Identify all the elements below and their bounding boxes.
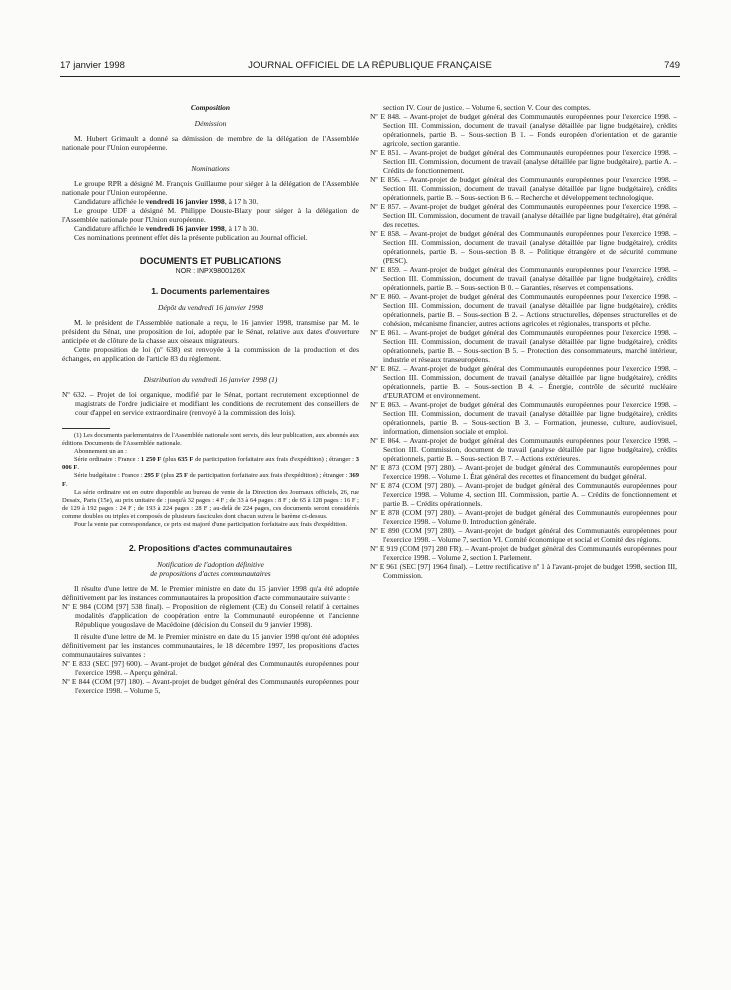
footnote-serie-ordinaire: Série ordinaire : France : 1 250 F (plus 635 F de participation forfaitaire aux frais d'expédition) ; étranger : 3 006 F. — [62, 456, 359, 472]
notification-heading-1: Notification de l'adoption définitive — [157, 560, 264, 570]
demission-text: M. Hubert Grimault a donné sa démission de membre de la délégation de l'Assemblée nationale pour l'Union européenne. — [62, 134, 359, 152]
acte-e878: Nº E 878 (COM [97] 280). – Avant-projet de budget général des Communautés européennes pour l'exercice 1998. – Volume 0. Introduction générale. — [370, 508, 677, 526]
nomination-udf: Le groupe UDF a désigné M. Philippe Douste-Blazy pour siéger à la délégation de l'Assemblée nationale pour l'Union européenne. — [62, 206, 359, 224]
actes-letter-2: Il résulte d'une lettre de M. le Premier ministre en date du 15 janvier 1998 qu'ont été adoptées définitivement par les instances communautaires, le 18 décembre 1997, les propositions d'actes communautaires suivantes : — [62, 632, 359, 660]
nominations-effect: Ces nominations prennent effet dès la présente publication au Journal officiel. — [74, 233, 308, 242]
acte-e864: Nº E 864. – Avant-projet de budget général des Communautés européennes pour l'exercice 1998. – Section III. Commission, document de travail (analyse détaillée par ligne budgétaire), crédits opérationnels, partie B. – Sous-section B 7. – Actions extérieures. — [370, 436, 677, 463]
acte-e861: Nº E 861. – Avant-projet de budget général des Communautés européennes pour l'exercice 1998. – Section III. Commission, document de travail (analyse détaillée par ligne budgétaire), crédits opérationnels, partie B. – Sous-section B 5. – Protection des consommateurs, marché intérieur, industrie et réseaux transeuropéens. — [370, 328, 677, 364]
header-rule — [60, 76, 680, 77]
demission-heading: Démission — [194, 119, 227, 128]
header-title: JOURNAL OFFICIEL DE LA RÉPUBLIQUE FRANÇAISE — [248, 60, 492, 71]
acte-e919: Nº E 919 (COM [97] 280 FR). – Avant-projet de budget général des Communautés européennes pour l'exercice 1998. – Volume 2, section I. Parlement. — [370, 544, 677, 562]
proposition-loi-text: M. le président de l'Assemblée nationale a reçu, le 16 janvier 1998, transmise par M. le président du Sénat, une proposition de loi, adoptée par le Sénat, relative aux dates d'ouverture anticipée et de clôture de la chasse aux oiseaux migrateurs. — [62, 318, 359, 345]
candidature-udf: Candidature affichée le vendredi 16 janvier 1998, à 17 h 30. — [74, 224, 259, 233]
acte-e862: Nº E 862. – Avant-projet de budget général des Communautés européennes pour l'exercice 1998. – Section III. Commission, document de travail (analyse détaillée par ligne budgétaire), crédits opérationnels, partie B. – Sous-section B 4. – Énergie, contrôle de sécurité nucléaire d'EURATOM et environnement. — [370, 364, 677, 400]
candidature-rpr: Candidature affichée le vendredi 16 janvier 1998, à 17 h 30. — [74, 197, 259, 206]
footnote-1: (1) Les documents parlementaires de l'Assemblée nationale sont servis, dès leur publication, aux abonnés aux éditions Documents de l'Assemblée nationale. — [62, 432, 359, 448]
acte-e833: Nº E 833 (SEC [97] 600). – Avant-projet de budget général des Communautés européennes pour l'exercice 1998. – Aperçu général. — [62, 659, 359, 678]
page-header — [60, 60, 680, 74]
footnote-correspondance: Pour la vente par correspondance, ce prix est majoré d'une participation forfaitaire aux frais d'expédition. — [74, 521, 348, 529]
section1-heading: 1. Documents parlementaires — [151, 286, 270, 296]
depot-date: Dépôt du vendredi 16 janvier 1998 — [158, 303, 263, 312]
header-date: 17 janvier 1998 — [60, 60, 125, 71]
acte-e858: Nº E 858. – Avant-projet de budget général des Communautés européennes pour l'exercice 1998. – Section III. Commission, document de travail (analyse détaillée par ligne budgétaire), crédits opérationnels, partie B. – Sous-section B 8. – Politique étrangère et de sécurité commune (PESC). — [370, 229, 677, 265]
acte-e857: Nº E 857. – Avant-projet de budget général des Communautés européennes pour l'exercice 1998. – Section III. Commission, document de travail (analyse détaillée par ligne budgétaire), état général des recettes. — [370, 202, 677, 229]
acte-e873: Nº E 873 (COM [97] 280). – Avant-projet de budget général des Communautés européennes pour l'exercice 1998. – Volume 1. État général des recettes et financement du budget général. — [370, 463, 677, 481]
footnote-prix: La série ordinaire est en outre disponible au bureau de vente de la Direction des Journaux officiels, 26, rue Desaix, Paris (15e), au prix unitaire de : jusqu'à 32 pages : 4 F ; de 33 à 64 pages : 8 F ; de 65 à 128 pages : 16 F ; de 129 à 192 pages : 24 F ; de 193 à 224 pages : 28 F ; au-delà de 224 pages, ces documents seront considérés comme doubles ou triples et composés de plusieurs fascicules dont chacun suivra le barème ci-dessus. — [62, 488, 359, 520]
acte-continuation: section IV. Cour de justice. – Volume 6, section V. Cour des comptes. — [383, 103, 591, 112]
footnote-abonnement: Abonnement un an : — [74, 448, 127, 456]
renvoi-text: Cette proposition de loi (nº 638) est renvoyée à la commission de la production et des échanges, en application de l'article 83 du règlement. — [62, 345, 359, 363]
acte-e844: Nº E 844 (COM [97] 180). – Avant-projet de budget général des Communautés européennes pour l'exercice 1998. – Volume 5, — [62, 677, 359, 696]
distribution-date: Distribution du vendredi 16 janvier 1998 (1) — [143, 375, 278, 384]
documents-heading: DOCUMENTS ET PUBLICATIONS — [139, 256, 282, 266]
footnote-serie-budgetaire: Série budgétaire : France : 295 F (plus 25 F de participation forfaitaire aux frais d'expédition) ; étranger : 369 F. — [62, 472, 359, 488]
footnote — [62, 432, 359, 529]
acte-e890: Nº E 890 (COM [97] 280). – Avant-projet de budget général des Communautés européennes pour l'exercice 1998. – Volume 7, section VI. Comité économique et social et Comité des régions. — [370, 526, 677, 544]
nor-reference: NOR : INPX9800126X — [175, 268, 246, 275]
section2-heading: 2. Propositions d'actes communautaires — [128, 543, 293, 554]
acte-e856: Nº E 856. – Avant-projet de budget général des Communautés européennes pour l'exercice 1998. – Section III. Commission, document de travail (analyse détaillée par ligne budgétaire), crédits opérationnels, partie B. – Sous-section B 6. – Recherche et développement technologique. — [370, 175, 677, 202]
acte-e851: Nº E 851. – Avant-projet de budget général des Communautés européennes pour l'exercice 1998. – Section III. Commission, document de travail (analyse détaillée par ligne budgétaire), partie A. – Crédits de fonctionnement. — [370, 148, 677, 175]
left-column — [62, 103, 359, 695]
acte-e961: Nº E 961 (SEC [97] 1964 final). – Lettre rectificative nº 1 à l'avant-projet de budget 1998, section III, Commission. — [370, 562, 677, 580]
acte-e860: Nº E 860. – Avant-projet de budget général des Communautés européennes pour l'exercice 1998. – Section III. Commission, document de travail (analyse détaillée par ligne budgétaire), crédits opérationnels, partie B. – Sous-section B 2. – Actions structurelles, dépenses structurelles et de cohésion, mécanisme financier, autres actions agricoles et régionales, transports et pêche. — [370, 292, 677, 328]
acte-e984: Nº E 984 (COM [97] 538 final). – Proposition de règlement (CE) du Conseil relatif à certaines modalités d'application de coopération entre la Communauté européenne et l'ancienne République yougoslave de Macédoine (décision du Conseil du 9 janvier 1998). — [62, 602, 359, 630]
page-number: 749 — [664, 60, 680, 71]
acte-e874: Nº E 874 (COM [97] 280). – Avant-projet de budget général des Communautés européennes pour l'exercice 1998. – Volume 4, section III. Commission, partie A. – Crédits de fonctionnement et partie B. – Crédits opérationnels. — [370, 481, 677, 508]
composition-heading: Composition — [190, 103, 231, 112]
acte-e859: Nº E 859. – Avant-projet de budget général des Communautés européennes pour l'exercice 1998. – Section III. Commission, document de travail (analyse détaillée par ligne budgétaire), crédits opérationnels, partie B. – Sous-section B 0. – Garanties, réserves et compensations. — [370, 265, 677, 292]
acte-e848: Nº E 848. – Avant-projet de budget général des Communautés européennes pour l'exercice 1998. – Section III. Commission, document de travail (analyse détaillée par ligne budgétaire), crédits opérationnels, partie B. – Sous-section B 1. – Fonds européen d'orientation et de garantie agricole, section garantie. — [370, 112, 677, 148]
nominations-heading: Nominations — [191, 164, 230, 173]
doc-632: Nº 632. – Projet de loi organique, modifié par le Sénat, portant recrutement exceptionnel de magistrats de l'ordre judiciaire et modifiant les conditions de recrutement des conseillers de cour d'appel en service extraordinaire (renvoyé à la commission des lois). — [62, 390, 359, 417]
notification-heading-2: de propositions d'actes communautaires — [150, 569, 271, 579]
acte-e863: Nº E 863. – Avant-projet de budget général des Communautés européennes pour l'exercice 1998. – Section III. Commission, document de travail (analyse détaillée par ligne budgétaire), crédits opérationnels, partie B. – Sous-section B 3. – Formation, jeunesse, culture, audiovisuel, information, dimension sociale et emploi. — [370, 400, 677, 436]
right-column — [370, 103, 677, 580]
nomination-rpr: Le groupe RPR a désigné M. François Guillaume pour siéger à la délégation de l'Assemblée nationale pour l'Union européenne. — [62, 179, 359, 197]
footnote-rule — [62, 428, 110, 429]
actes-letter-1: Il résulte d'une lettre de M. le Premier ministre en date du 15 janvier 1998 qu'a été adoptée définitivement par les instances communautaires la proposition d'acte communautaire suivante : — [62, 584, 359, 603]
